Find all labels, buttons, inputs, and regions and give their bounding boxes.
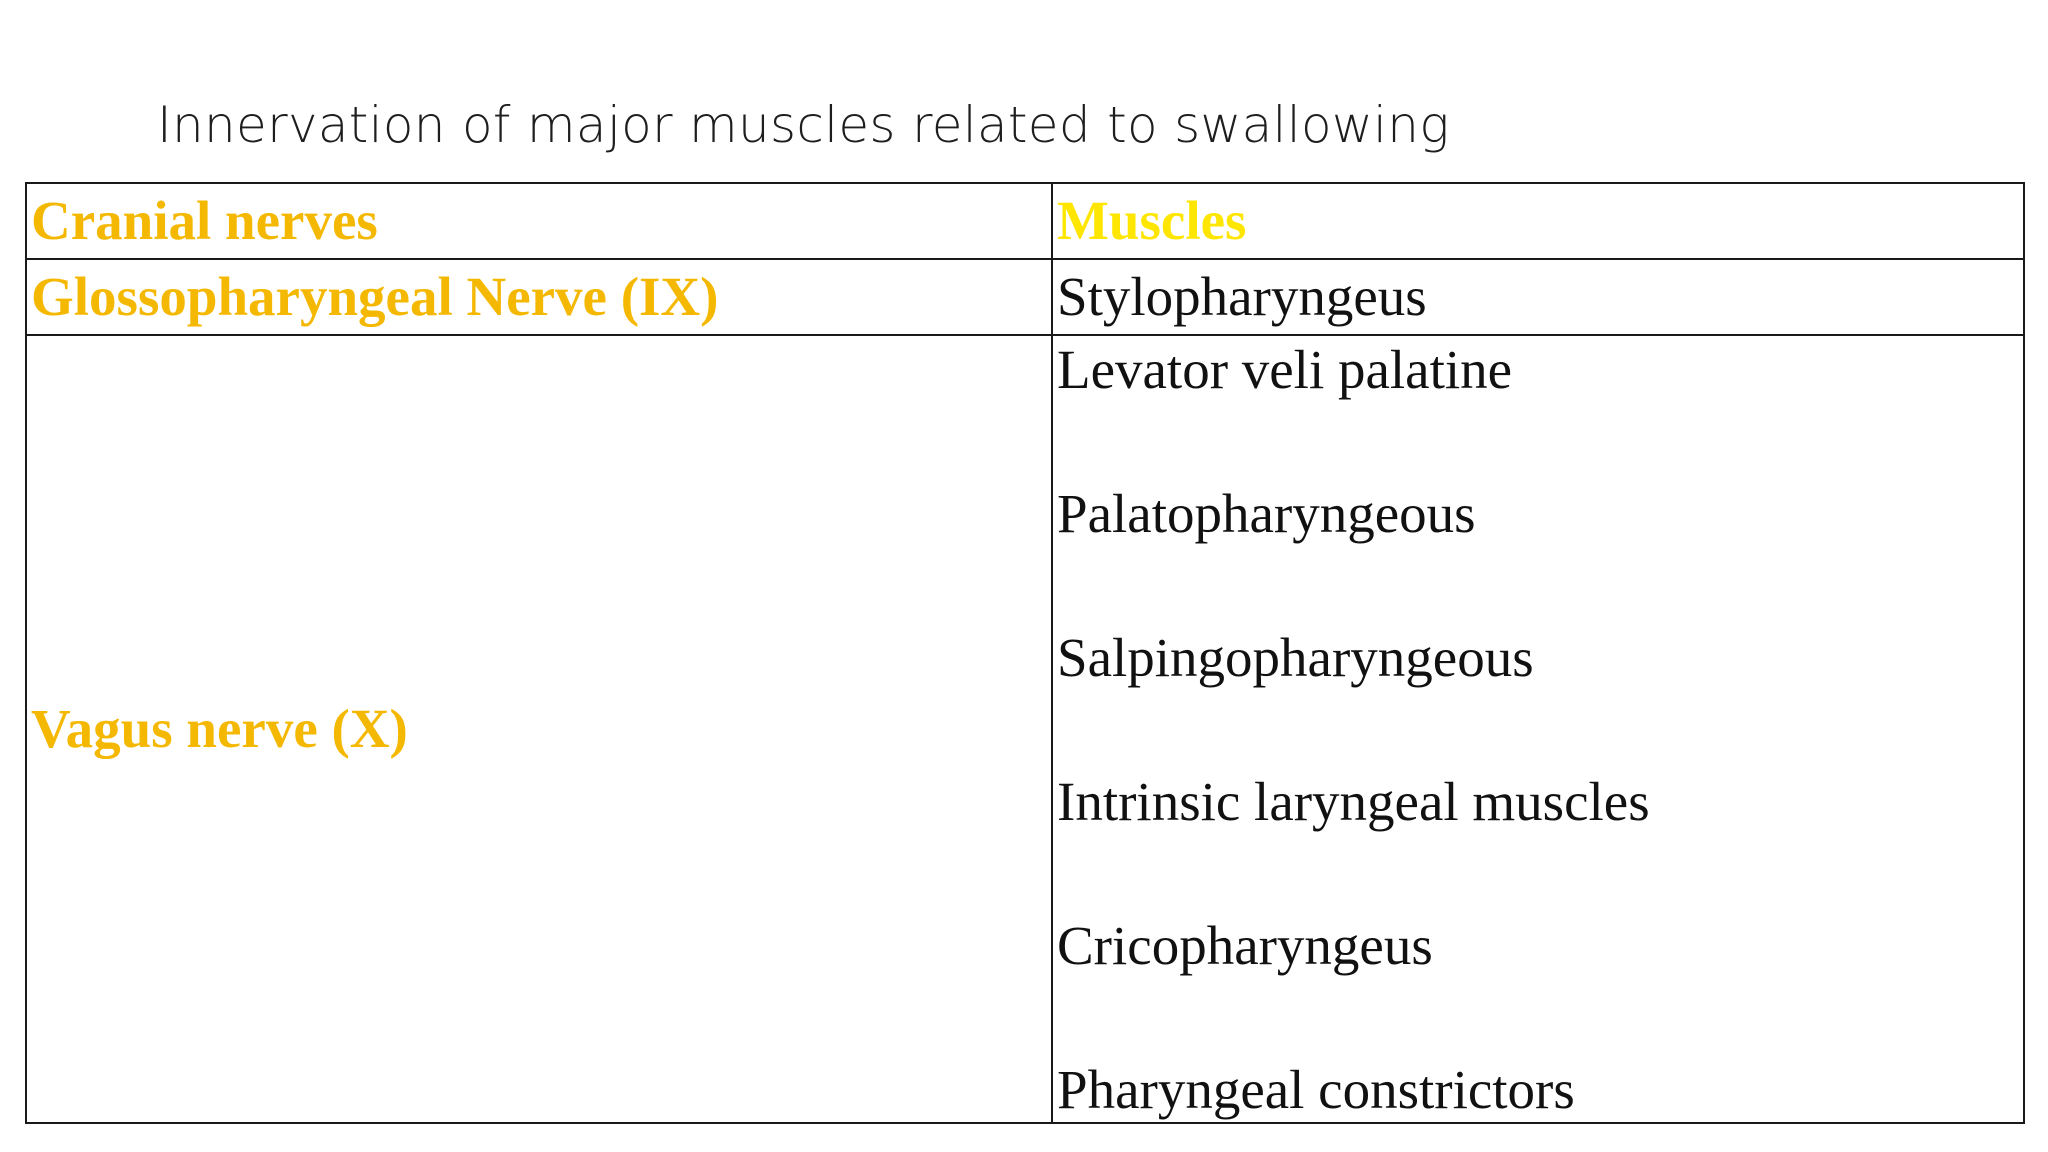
muscle-cell (1052, 335, 2024, 1123)
header-nerves-label: Cranial nerves (31, 190, 378, 251)
table-row (26, 335, 2024, 1123)
nerve-cell (26, 335, 1052, 1123)
list-item: Levator veli palatine (1057, 339, 1513, 400)
muscle-cell (1052, 259, 2024, 335)
innervation-table (25, 182, 2025, 1124)
muscle-label: Stylopharyngeus (1057, 266, 1427, 327)
list-item: Palatopharyngeous (1057, 483, 1476, 544)
list-item: Intrinsic laryngeal muscles (1057, 771, 1650, 832)
list-item: Cricopharyngeus (1057, 915, 1433, 976)
list-item: Salpingopharyngeous (1057, 627, 1534, 688)
muscle-list (1057, 336, 2023, 1122)
nerve-label: Vagus nerve (X) (31, 698, 408, 759)
header-cell-muscles (1052, 183, 2024, 259)
header-cell-nerves (26, 183, 1052, 259)
table-row (26, 259, 2024, 335)
list-item: Pharyngeal constrictors (1057, 1059, 1575, 1120)
slide-title: Innervation of major muscles related to swallowing (157, 96, 1450, 154)
nerve-label: Glossopharyngeal Nerve (IX) (31, 266, 719, 327)
table-header-row (26, 183, 2024, 259)
nerve-cell (26, 259, 1052, 335)
header-muscles-label: Muscles (1057, 190, 1247, 251)
